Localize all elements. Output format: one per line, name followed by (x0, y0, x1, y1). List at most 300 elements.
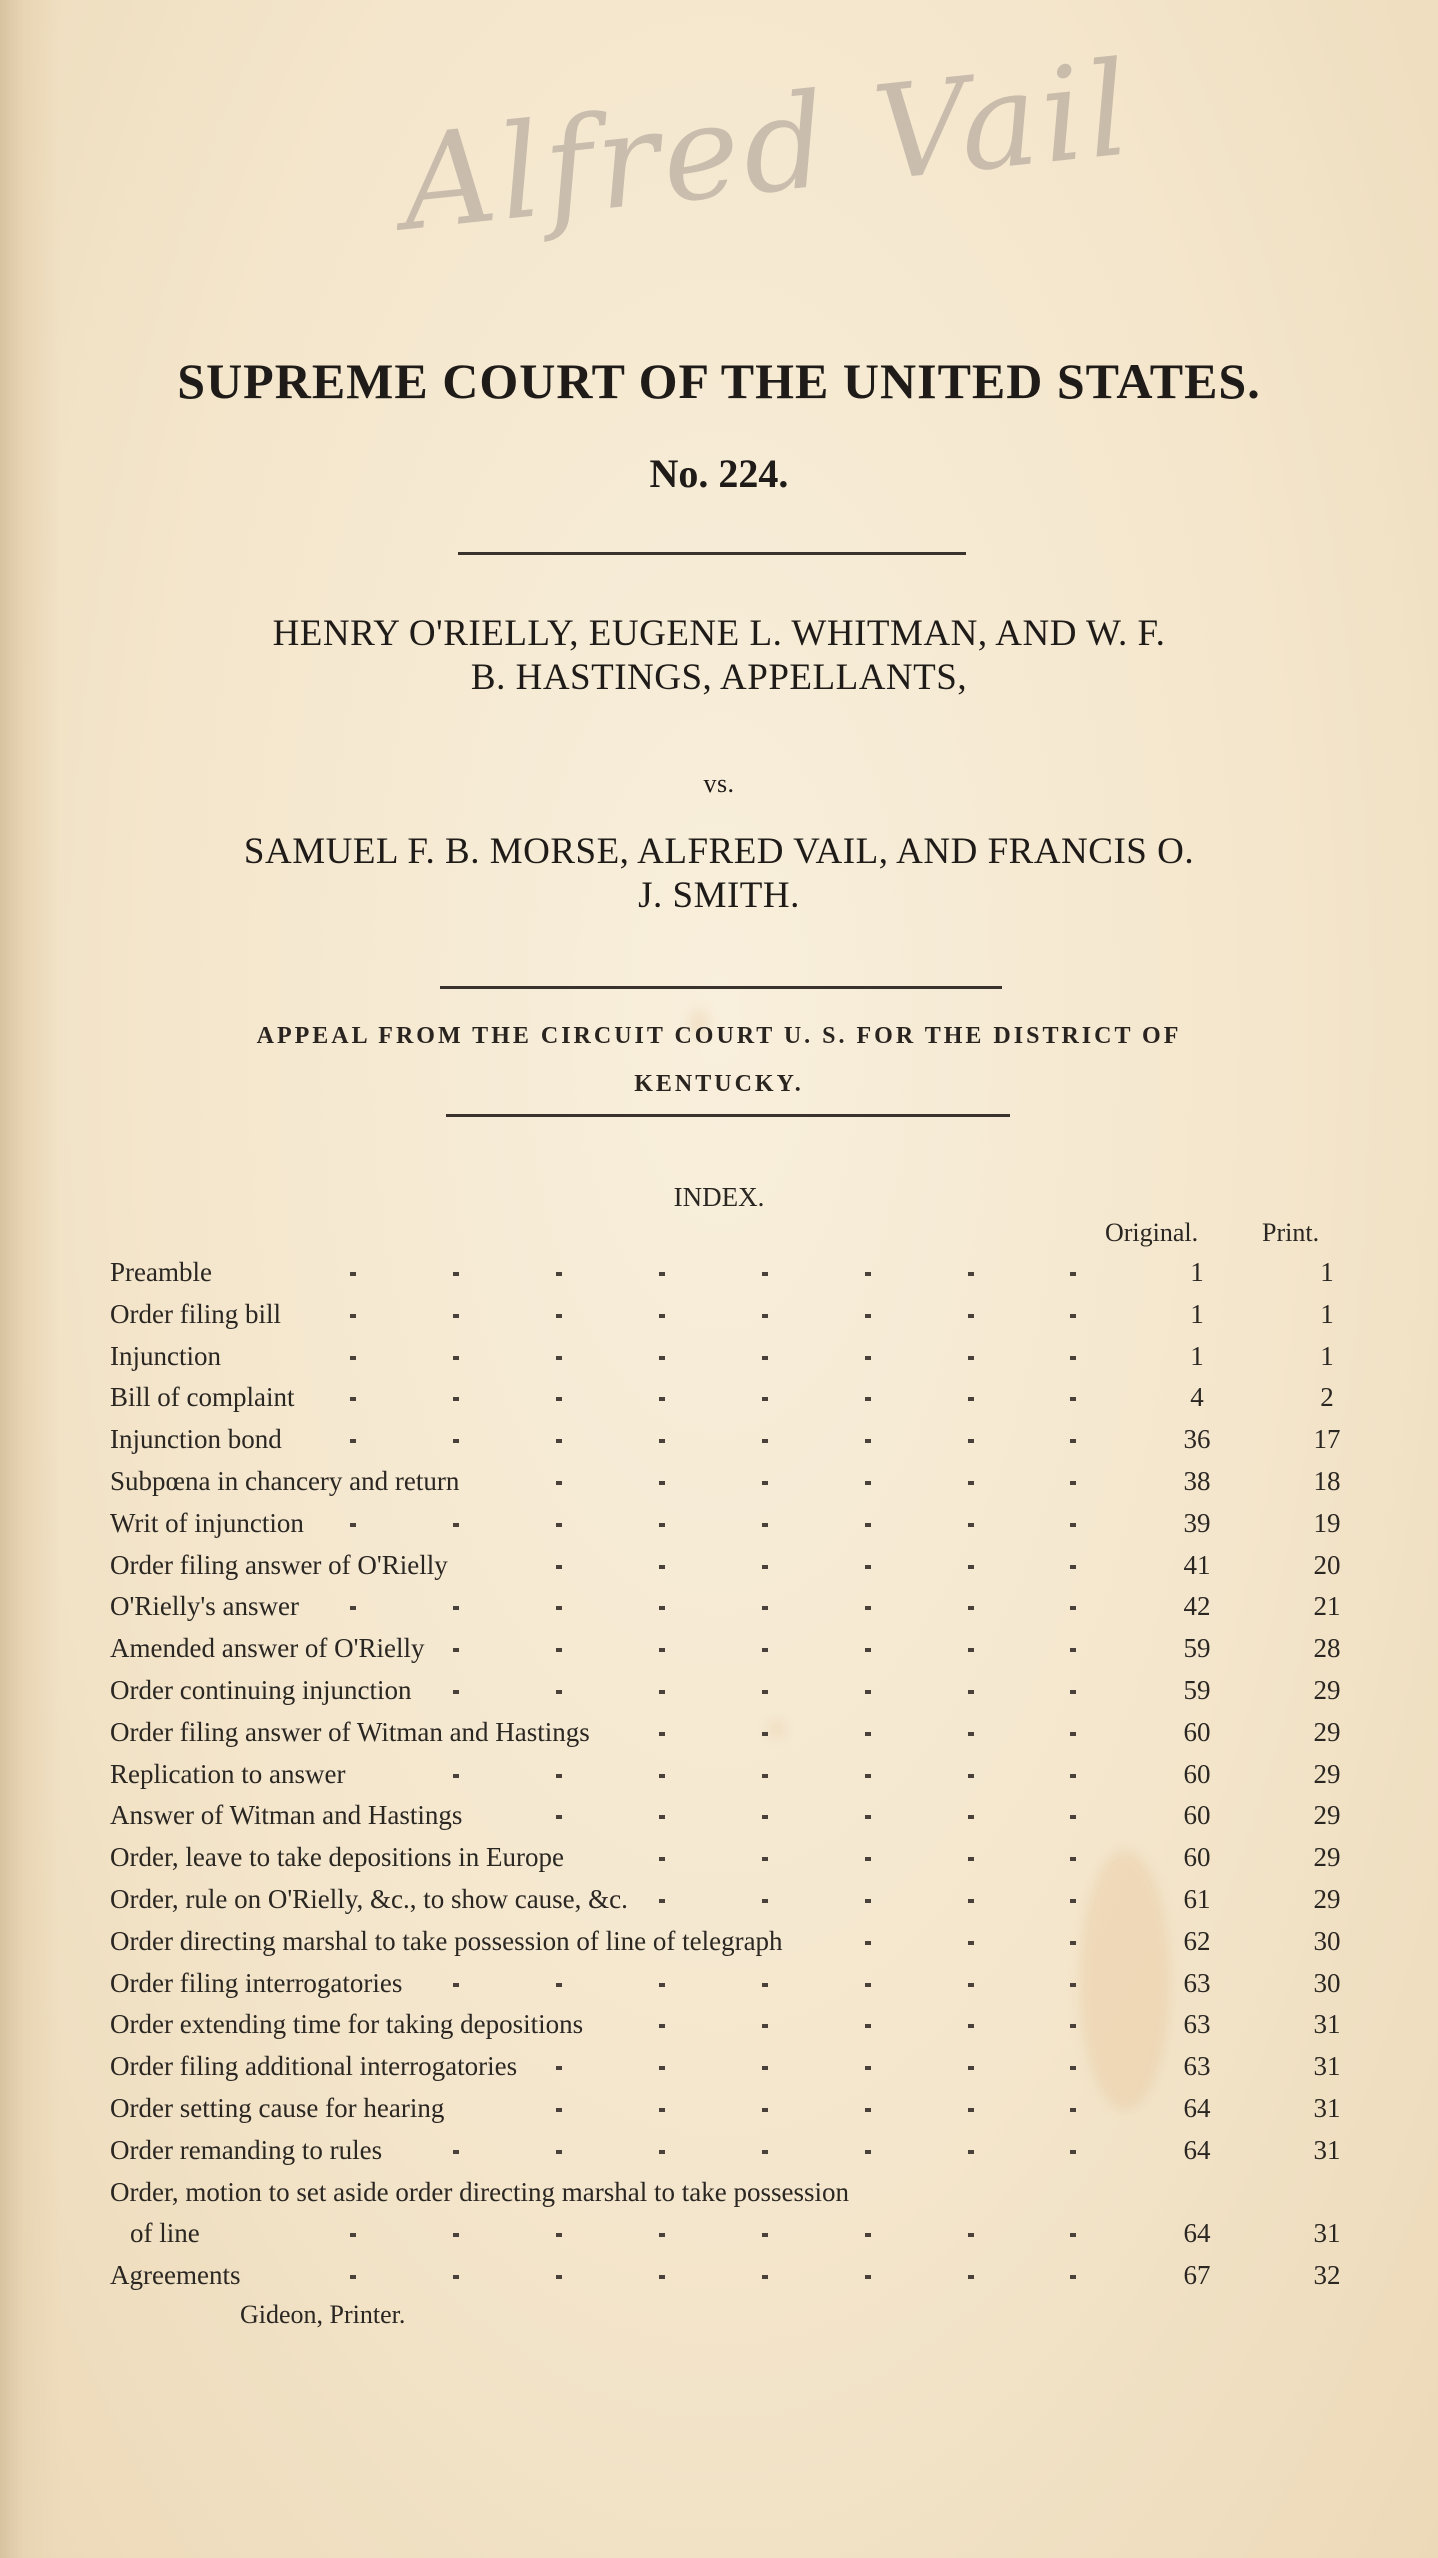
leader-dot (659, 1565, 665, 1569)
print-page: 1 (1320, 1340, 1334, 1371)
leader-dot (865, 1523, 871, 1527)
leader-dot (556, 1815, 562, 1819)
leader-dot (762, 1815, 768, 1819)
print-page: 30 (1313, 1967, 1341, 1998)
index-entry (110, 2046, 1360, 2088)
leader-dot (762, 1565, 768, 1569)
leader-dot (1070, 1983, 1076, 1987)
leader-dot (453, 1272, 459, 1276)
leader-dot (968, 2233, 974, 2237)
original-page: 59 (1183, 1633, 1211, 1664)
leader-dot (865, 1397, 871, 1401)
leader-dot (1070, 1732, 1076, 1736)
leader-dot (968, 1690, 974, 1694)
original-page: 1 (1190, 1257, 1204, 1287)
original-page: 39 (1183, 1507, 1211, 1538)
print-page: 19 (1313, 1507, 1341, 1538)
printer-imprint: Gideon, Printer. (240, 2300, 406, 2329)
leader-dot (968, 2108, 974, 2112)
print-page: 31 (1313, 2218, 1341, 2249)
leader-dot (968, 1397, 974, 1401)
dot-leader (110, 1545, 1070, 1587)
index-entry (110, 1461, 1360, 1503)
index-entry (110, 1963, 1360, 2005)
leader-dot (1070, 1774, 1076, 1778)
leader-dot (659, 1690, 665, 1694)
leader-dot (453, 1648, 459, 1652)
original-page: 61 (1183, 1883, 1211, 1914)
leader-dot (865, 1356, 871, 1360)
leader-dot (453, 1397, 459, 1401)
entry-label: Replication to answer (110, 1758, 346, 1789)
original-page: 63 (1183, 2009, 1211, 2040)
leader-dot (1070, 1815, 1076, 1819)
original-page: 42 (1183, 1591, 1211, 1622)
index-entry (110, 1503, 1360, 1545)
leader-dot (659, 1815, 665, 1819)
leader-dot (350, 1314, 356, 1318)
leader-dot (1070, 2024, 1076, 2028)
index-entry (110, 2172, 1360, 2214)
leader-dot (968, 1732, 974, 1736)
entry-label: Bill of complaint (110, 1382, 295, 1413)
leader-dot (556, 1565, 562, 1569)
leader-dot (659, 1732, 665, 1736)
index-entry (110, 2088, 1360, 2130)
leader-dot (762, 2150, 768, 2154)
case-number: No. 224. (649, 451, 789, 496)
leader-dot (1070, 1523, 1076, 1527)
leader-dot (659, 2150, 665, 2154)
dot-leader (110, 2213, 1070, 2255)
leader-dot (865, 1732, 871, 1736)
leader-dot (659, 1523, 665, 1527)
index-entry (110, 1336, 1360, 1378)
leader-dot (453, 1983, 459, 1987)
index-entry (110, 1586, 1360, 1628)
leader-dot (659, 2275, 665, 2279)
entry-label: Order extending time for taking depositions (110, 2009, 584, 2040)
leader-dot (865, 1983, 871, 1987)
index-entry (110, 1419, 1360, 1461)
entry-label: Order, motion to set aside order directing marshal to take possession (110, 2176, 849, 2207)
leader-dot (556, 1774, 562, 1778)
original-page: 60 (1183, 1842, 1211, 1873)
entry-label: Order, rule on O'Rielly, &c., to show cause, &c. (110, 1883, 628, 1914)
entry-label: Order, leave to take depositions in Europe (110, 1842, 565, 1873)
dot-leader (110, 1670, 1070, 1712)
leader-dot (968, 2275, 974, 2279)
original-page: 67 (1183, 2260, 1211, 2291)
appellees-line-1: SAMUEL F. B. MORSE, ALFRED VAIL, AND FRANCIS O. (243, 831, 1195, 872)
dot-leader (110, 1963, 1070, 2005)
leader-dot (865, 1481, 871, 1485)
leader-dot (1070, 2150, 1076, 2154)
dot-leader (110, 2004, 1070, 2046)
index-entry (110, 1879, 1360, 1921)
original-page: 4 (1190, 1382, 1204, 1413)
index-entry (110, 1837, 1360, 1879)
leader-dot (865, 1648, 871, 1652)
leader-dot (556, 1356, 562, 1360)
dot-leader (110, 1419, 1070, 1461)
leader-dot (350, 2275, 356, 2279)
leader-dot (865, 2275, 871, 2279)
divider-rule (446, 1114, 1010, 1117)
leader-dot (968, 1439, 974, 1443)
leader-dot (556, 1439, 562, 1443)
leader-dot (1070, 1565, 1076, 1569)
leader-dot (350, 1272, 356, 1276)
leader-dot (762, 2066, 768, 2070)
entry-label: Order filing additional interrogatories (110, 2051, 518, 2082)
leader-dot (556, 2275, 562, 2279)
appellees (0, 830, 1438, 918)
appeal-statement (0, 1012, 1438, 1108)
original-page: 1 (1190, 1298, 1204, 1329)
leader-dot (1070, 1857, 1076, 1861)
print-page: 31 (1313, 2092, 1341, 2123)
leader-dot (350, 1523, 356, 1527)
index-entry (110, 2130, 1360, 2172)
entry-label: Order continuing injunction (110, 1674, 412, 1705)
entry-label: Injunction (110, 1340, 221, 1371)
entry-label: Order filing interrogatories (110, 1967, 403, 1998)
index-list (110, 1252, 1360, 2297)
dot-leader (110, 1795, 1070, 1837)
dot-leader (110, 1461, 1070, 1503)
original-page: 38 (1183, 1465, 1211, 1496)
leader-dot (556, 2233, 562, 2237)
leader-dot (556, 1272, 562, 1276)
leader-dot (453, 1314, 459, 1318)
leader-dot (659, 1983, 665, 1987)
index-entry (110, 1795, 1360, 1837)
court-title: SUPREME COURT OF THE UNITED STATES. (177, 353, 1261, 409)
original-page: 36 (1183, 1424, 1211, 1455)
leader-dot (659, 1481, 665, 1485)
dot-leader (110, 1252, 1070, 1294)
versus: vs. (703, 769, 735, 798)
leader-dot (453, 1774, 459, 1778)
leader-dot (968, 1899, 974, 1903)
leader-dot (865, 1815, 871, 1819)
entry-label: Order remanding to rules (110, 2134, 383, 2165)
leader-dot (865, 1606, 871, 1610)
dot-leader (110, 1837, 1070, 1879)
dot-leader (110, 1336, 1070, 1378)
leader-dot (1070, 2275, 1076, 2279)
leader-dot (762, 1439, 768, 1443)
leader-dot (556, 1690, 562, 1694)
leader-dot (659, 1356, 665, 1360)
original-page: 64 (1183, 2218, 1211, 2249)
leader-dot (968, 1815, 974, 1819)
leader-dot (1070, 1272, 1076, 1276)
print-page: 20 (1313, 1549, 1341, 1580)
entry-label: Answer of Witman and Hastings (110, 1800, 463, 1831)
dot-leader (110, 2088, 1070, 2130)
leader-dot (865, 2066, 871, 2070)
print-page: 29 (1313, 1716, 1341, 1747)
leader-dot (659, 2024, 665, 2028)
entry-label: O'Rielly's answer (110, 1591, 299, 1622)
entry-label: Writ of injunction (110, 1507, 304, 1538)
dot-leader (110, 2255, 1070, 2297)
leader-dot (453, 1356, 459, 1360)
leader-dot (556, 2066, 562, 2070)
leader-dot (968, 1523, 974, 1527)
leader-dot (659, 1314, 665, 1318)
dot-leader (110, 1294, 1070, 1336)
leader-dot (762, 1648, 768, 1652)
leader-dot (968, 1648, 974, 1652)
leader-dot (556, 1314, 562, 1318)
entry-label: of line (130, 2218, 200, 2249)
index-entry (110, 1377, 1360, 1419)
handwritten-signature: Alfred Vail (394, 32, 1140, 260)
leader-dot (350, 1606, 356, 1610)
leader-dot (865, 1690, 871, 1694)
dot-leader (110, 1879, 1070, 1921)
print-page: 2 (1320, 1382, 1334, 1413)
leader-dot (453, 1690, 459, 1694)
leader-dot (556, 2108, 562, 2112)
leader-dot (865, 1272, 871, 1276)
original-page: 64 (1183, 2092, 1211, 2123)
dot-leader (110, 1712, 1070, 1754)
leader-dot (453, 2233, 459, 2237)
leader-dot (865, 2150, 871, 2154)
leader-dot (350, 2233, 356, 2237)
leader-dot (762, 1857, 768, 1861)
entry-label: Preamble (110, 1257, 212, 1287)
entry-label: Order filing answer of O'Rielly (110, 1549, 448, 1580)
print-page: 31 (1313, 2009, 1341, 2040)
entry-label: Order filing bill (110, 1298, 281, 1329)
index-entry (110, 1754, 1360, 1796)
leader-dot (968, 1314, 974, 1318)
print-page: 18 (1313, 1465, 1341, 1496)
divider-rule (440, 986, 1002, 989)
leader-dot (1070, 1648, 1076, 1652)
leader-dot (865, 2024, 871, 2028)
leader-dot (659, 1397, 665, 1401)
leader-dot (968, 1481, 974, 1485)
entry-label: Order directing marshal to take possession of line of telegraph (110, 1925, 783, 1956)
leader-dot (968, 2024, 974, 2028)
leader-dot (659, 1272, 665, 1276)
index-entry (110, 1545, 1360, 1587)
index-entry (110, 1712, 1360, 1754)
leader-dot (762, 1314, 768, 1318)
print-page: 29 (1313, 1842, 1341, 1873)
leader-dot (968, 2150, 974, 2154)
leader-dot (1070, 1481, 1076, 1485)
print-page: 29 (1313, 1758, 1341, 1789)
entry-label: Amended answer of O'Rielly (110, 1633, 425, 1664)
leader-dot (865, 2108, 871, 2112)
leader-dot (762, 1690, 768, 1694)
leader-dot (1070, 1899, 1076, 1903)
leader-dot (865, 1565, 871, 1569)
leader-dot (556, 1481, 562, 1485)
original-page: 1 (1190, 1340, 1204, 1371)
print-page: 31 (1313, 2134, 1341, 2165)
original-page: 63 (1183, 1967, 1211, 1998)
leader-dot (762, 1272, 768, 1276)
leader-dot (762, 2108, 768, 2112)
dot-leader (110, 2130, 1070, 2172)
leader-dot (659, 1606, 665, 1610)
index-entry (110, 1628, 1360, 1670)
leader-dot (968, 1774, 974, 1778)
print-page: 29 (1313, 1674, 1341, 1705)
dot-leader (110, 1377, 1070, 1419)
leader-dot (968, 1983, 974, 1987)
leader-dot (968, 1857, 974, 1861)
leader-dot (453, 1523, 459, 1527)
leader-dot (659, 1774, 665, 1778)
leader-dot (762, 1774, 768, 1778)
leader-dot (453, 1606, 459, 1610)
leader-dot (968, 1941, 974, 1945)
print-page: 28 (1313, 1633, 1341, 1664)
leader-dot (1070, 1606, 1076, 1610)
index-entry (110, 2213, 1360, 2255)
leader-dot (1070, 1314, 1076, 1318)
leader-dot (556, 1523, 562, 1527)
entry-label: Agreements (110, 2260, 241, 2291)
column-header-print: Print. (1262, 1218, 1320, 1247)
leader-dot (659, 2233, 665, 2237)
leader-dot (865, 1941, 871, 1945)
index-entry (110, 1294, 1360, 1336)
appellants (0, 612, 1438, 700)
leader-dot (659, 1648, 665, 1652)
dot-leader (110, 1586, 1070, 1628)
print-page: 30 (1313, 1925, 1341, 1956)
entry-label: Order filing answer of Witman and Hastings (110, 1716, 590, 1747)
appeal-line-2: KENTUCKY. (634, 1071, 804, 1097)
leader-dot (556, 2150, 562, 2154)
print-page: 17 (1313, 1424, 1341, 1455)
leader-dot (350, 1439, 356, 1443)
leader-dot (865, 1314, 871, 1318)
leader-dot (1070, 2233, 1076, 2237)
print-page: 29 (1313, 1883, 1341, 1914)
entry-label: Subpœna in chancery and return (110, 1465, 460, 1496)
leader-dot (1070, 1439, 1076, 1443)
print-page: 32 (1313, 2260, 1341, 2291)
leader-dot (453, 2150, 459, 2154)
dot-leader (110, 1921, 1070, 1963)
entry-label: Order setting cause for hearing (110, 2092, 445, 2123)
print-page: 1 (1320, 1298, 1334, 1329)
leader-dot (762, 1523, 768, 1527)
leader-dot (659, 1899, 665, 1903)
original-page: 63 (1183, 2051, 1211, 2082)
leader-dot (968, 1272, 974, 1276)
index-entry (110, 1921, 1360, 1963)
leader-dot (659, 1439, 665, 1443)
leader-dot (1070, 1690, 1076, 1694)
leader-dot (762, 1983, 768, 1987)
divider-rule (458, 552, 966, 555)
original-page: 41 (1183, 1549, 1211, 1580)
original-page: 59 (1183, 1674, 1211, 1705)
dot-leader (110, 2046, 1070, 2088)
leader-dot (865, 1439, 871, 1443)
leader-dot (556, 1397, 562, 1401)
appeal-line-1: APPEAL FROM THE CIRCUIT COURT U. S. FOR THE DISTRICT OF (256, 1023, 1182, 1049)
leader-dot (659, 1857, 665, 1861)
leader-dot (453, 2275, 459, 2279)
leader-dot (968, 1606, 974, 1610)
print-page: 1 (1320, 1257, 1334, 1287)
leader-dot (762, 1606, 768, 1610)
leader-dot (350, 1356, 356, 1360)
leader-dot (1070, 1941, 1076, 1945)
leader-dot (762, 1481, 768, 1485)
leader-dot (865, 2233, 871, 2237)
print-page: 29 (1313, 1800, 1341, 1831)
leader-dot (556, 1606, 562, 1610)
leader-dot (968, 1356, 974, 1360)
appellants-line-2: B. HASTINGS, APPELLANTS, (470, 657, 968, 698)
original-page: 60 (1183, 1758, 1211, 1789)
index-title: INDEX. (673, 1182, 765, 1212)
leader-dot (659, 2066, 665, 2070)
index-entry (110, 1670, 1360, 1712)
leader-dot (1070, 2108, 1076, 2112)
leader-dot (762, 1397, 768, 1401)
original-page: 62 (1183, 1925, 1211, 1956)
leader-dot (762, 1732, 768, 1736)
leader-dot (453, 1439, 459, 1443)
index-entry (110, 2255, 1360, 2297)
leader-dot (1070, 1356, 1076, 1360)
leader-dot (762, 2233, 768, 2237)
leader-dot (762, 2275, 768, 2279)
leader-dot (556, 1983, 562, 1987)
dot-leader (110, 1628, 1070, 1670)
leader-dot (865, 1774, 871, 1778)
leader-dot (762, 2024, 768, 2028)
leader-dot (556, 1648, 562, 1652)
original-page: 64 (1183, 2134, 1211, 2165)
leader-dot (659, 2108, 665, 2112)
dot-leader (110, 1503, 1070, 1545)
index-entry (110, 1252, 1360, 1294)
leader-dot (865, 1857, 871, 1861)
leader-dot (350, 1397, 356, 1401)
index-entry (110, 2004, 1360, 2046)
appellants-line-1: HENRY O'RIELLY, EUGENE L. WHITMAN, AND W. F. (272, 613, 1166, 654)
leader-dot (762, 1356, 768, 1360)
leader-dot (968, 2066, 974, 2070)
original-page: 60 (1183, 1716, 1211, 1747)
leader-dot (968, 1565, 974, 1569)
print-page: 31 (1313, 2051, 1341, 2082)
leader-dot (865, 1899, 871, 1903)
appellees-line-2: J. SMITH. (638, 875, 800, 916)
dot-leader (110, 1754, 1070, 1796)
column-header-original: Original. (1105, 1218, 1199, 1247)
print-page: 21 (1313, 1591, 1341, 1622)
leader-dot (762, 1899, 768, 1903)
leader-dot (1070, 1397, 1076, 1401)
